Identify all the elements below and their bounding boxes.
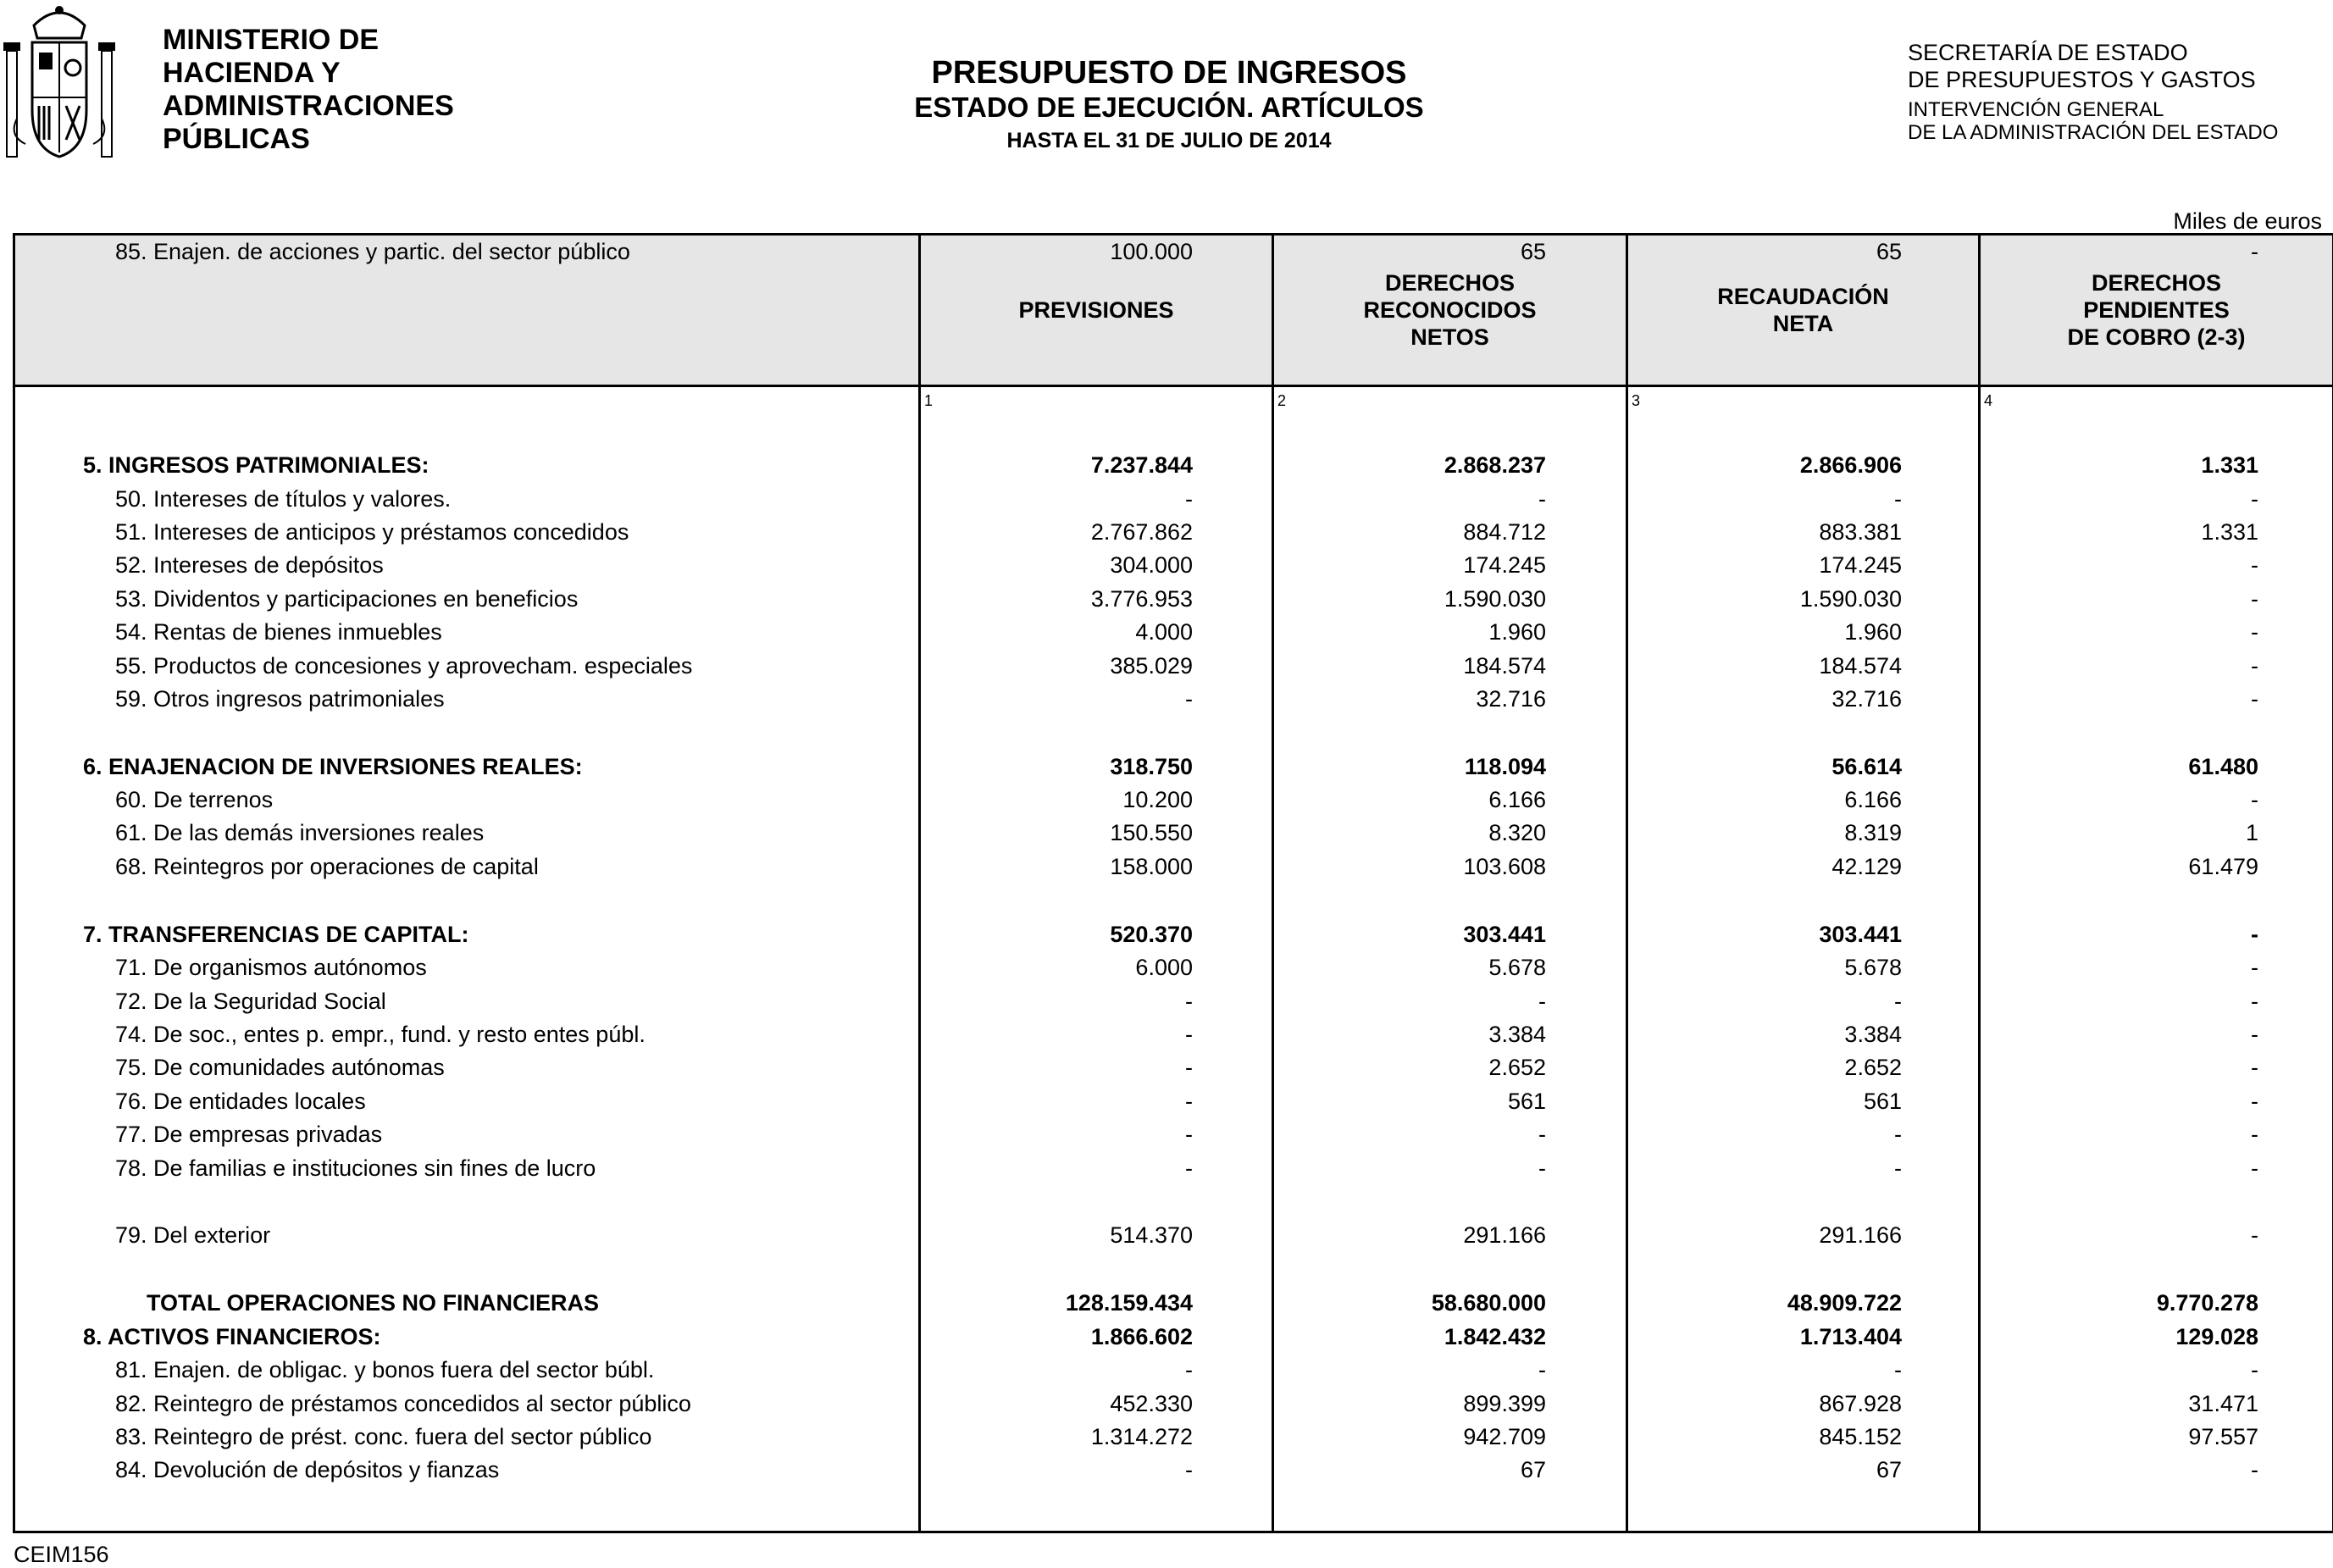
report-date: HASTA EL 31 DE JULIO DE 2014 bbox=[1006, 129, 1332, 152]
column-header-recaudacion: RECAUDACIÓN NETA bbox=[1717, 284, 1889, 336]
row-label: 83. Reintegro de prést. conc. fuera del sector público bbox=[115, 1424, 652, 1449]
row-label: 59. Otros ingresos patrimoniales bbox=[115, 686, 445, 712]
row-label: 60. De terrenos bbox=[115, 787, 274, 812]
cell-value: 174.245 bbox=[1819, 552, 1902, 578]
cell-value: - bbox=[2251, 1089, 2258, 1114]
table-row bbox=[15, 1287, 2332, 1319]
cell-value: 2.866.906 bbox=[1799, 452, 1902, 478]
cell-value: 514.370 bbox=[1110, 1222, 1193, 1248]
cell-value: - bbox=[1185, 1089, 1193, 1114]
cell-value: - bbox=[1185, 1457, 1193, 1482]
report-title: PRESUPUESTO DE INGRESOS bbox=[931, 55, 1407, 91]
cell-value: - bbox=[1538, 1357, 1546, 1382]
row-label: 6. ENAJENACION DE INVERSIONES REALES: bbox=[83, 754, 583, 779]
table-row bbox=[15, 951, 2332, 983]
cell-value: 303.441 bbox=[1819, 922, 1902, 947]
cell-value: 1.590.030 bbox=[1444, 586, 1546, 612]
cell-value: - bbox=[1894, 989, 1902, 1014]
cell-value: 520.370 bbox=[1110, 922, 1193, 947]
cell-value: 1.331 bbox=[2201, 519, 2258, 545]
cell-value: - bbox=[1538, 989, 1546, 1014]
cell-value: 867.928 bbox=[1819, 1391, 1902, 1416]
secretaria-line-1: SECRETARÍA DE ESTADO bbox=[1908, 40, 2188, 65]
cell-value: 1.331 bbox=[2201, 452, 2258, 478]
cell-value: - bbox=[2251, 1022, 2258, 1047]
row-label: 8. ACTIVOS FINANCIEROS: bbox=[83, 1324, 381, 1349]
cell-value: - bbox=[2251, 619, 2258, 645]
cell-value: - bbox=[1185, 989, 1193, 1014]
table-row bbox=[15, 583, 2332, 615]
cell-value: 32.716 bbox=[1476, 686, 1546, 712]
report-title-block bbox=[737, 54, 1601, 154]
table-row bbox=[15, 616, 2332, 648]
cell-value: 304.000 bbox=[1110, 552, 1193, 578]
cell-value: - bbox=[1185, 1357, 1193, 1382]
table-row bbox=[15, 1051, 2332, 1083]
cell-value: 48.909.722 bbox=[1787, 1290, 1902, 1316]
document-code: CEIM156 bbox=[14, 1542, 109, 1567]
table-row bbox=[15, 784, 2332, 816]
cell-value: - bbox=[2251, 486, 2258, 512]
cell-value: 9.770.278 bbox=[2156, 1290, 2258, 1316]
cell-value: 67 bbox=[1520, 1457, 1546, 1482]
row-label: 54. Rentas de bienes inmuebles bbox=[115, 619, 442, 645]
cell-value: 8.320 bbox=[1488, 820, 1546, 845]
cell-value: 61.479 bbox=[2188, 854, 2258, 879]
row-label: 7. TRANSFERENCIAS DE CAPITAL: bbox=[83, 922, 469, 947]
cell-value: 65 bbox=[1876, 239, 1902, 264]
cell-value: 58.680.000 bbox=[1431, 1290, 1546, 1316]
row-label: 72. De la Seguridad Social bbox=[115, 989, 386, 1014]
cell-value: 303.441 bbox=[1463, 922, 1546, 947]
cell-value: - bbox=[1185, 1022, 1193, 1047]
cell-value: 32.716 bbox=[1831, 686, 1902, 712]
cell-value: - bbox=[2251, 1155, 2258, 1181]
column-header-derechos-reconocidos: DERECHOS RECONOCIDOS NETOS bbox=[1363, 270, 1537, 350]
cell-value: - bbox=[1538, 1122, 1546, 1147]
cell-value: 42.129 bbox=[1831, 854, 1902, 879]
cell-value: 1 bbox=[2245, 820, 2258, 845]
cell-value: - bbox=[1894, 1357, 1902, 1382]
cell-value: 184.574 bbox=[1819, 653, 1902, 679]
table-row bbox=[15, 650, 2332, 682]
row-label: 55. Productos de concesiones y aprovecham. especiales bbox=[115, 653, 693, 679]
table-row bbox=[15, 817, 2332, 849]
row-label: 68. Reintegros por operaciones de capital bbox=[115, 854, 539, 879]
cell-value: 97.557 bbox=[2188, 1424, 2258, 1449]
cell-value: 3.776.953 bbox=[1090, 586, 1193, 612]
row-label: 76. De entidades locales bbox=[115, 1089, 366, 1114]
cell-value: 1.960 bbox=[1488, 619, 1546, 645]
cell-value: 1.713.404 bbox=[1799, 1324, 1902, 1349]
cell-value: 2.652 bbox=[1488, 1055, 1546, 1080]
column-header-previsiones: PREVISIONES bbox=[1018, 297, 1174, 323]
cell-value: 1.590.030 bbox=[1799, 586, 1902, 612]
cell-value: 100.000 bbox=[1110, 239, 1193, 264]
cell-value: 158.000 bbox=[1110, 854, 1193, 879]
cell-value: - bbox=[1894, 1155, 1902, 1181]
table-row bbox=[15, 1421, 2332, 1453]
report-subtitle: ESTADO DE EJECUCIÓN. ARTÍCULOS bbox=[914, 91, 1424, 123]
cell-value: 2.652 bbox=[1844, 1055, 1902, 1080]
cell-value: 883.381 bbox=[1819, 519, 1902, 545]
table-row bbox=[15, 985, 2332, 1017]
column-number: 3 bbox=[1632, 392, 1641, 409]
table-row bbox=[15, 1454, 2332, 1486]
cell-value: - bbox=[2251, 552, 2258, 578]
table-row bbox=[15, 1018, 2332, 1050]
cell-value: - bbox=[2251, 1222, 2258, 1248]
cell-value: - bbox=[2251, 787, 2258, 812]
cell-value: - bbox=[2251, 922, 2258, 947]
intervencion-line-1: INTERVENCIÓN GENERAL bbox=[1908, 98, 2164, 121]
row-label: 53. Dividentos y participaciones en beneficios bbox=[115, 586, 579, 612]
cell-value: 31.471 bbox=[2188, 1391, 2258, 1416]
cell-value: 3.384 bbox=[1488, 1022, 1546, 1047]
row-label: 75. De comunidades autónomas bbox=[115, 1055, 445, 1080]
cell-value: - bbox=[1538, 486, 1546, 512]
row-label: 74. De soc., entes p. empr., fund. y resto entes públ. bbox=[115, 1022, 646, 1047]
row-label: 81. Enajen. de obligac. y bonos fuera del sector búbl. bbox=[115, 1357, 655, 1382]
cell-value: 118.094 bbox=[1464, 754, 1546, 779]
cell-value: 561 bbox=[1507, 1089, 1546, 1114]
cell-value: 884.712 bbox=[1463, 519, 1546, 545]
cell-value: 67 bbox=[1876, 1457, 1902, 1482]
cell-value: 5.678 bbox=[1844, 955, 1902, 980]
cell-value: 385.029 bbox=[1110, 653, 1193, 679]
intervencion-line-2: DE LA ADMINISTRACIÓN DEL ESTADO bbox=[1908, 121, 2279, 144]
units-label: Miles de euros bbox=[2173, 208, 2322, 234]
cell-value: 6.000 bbox=[1135, 955, 1193, 980]
row-label: 61. De las demás inversiones reales bbox=[115, 820, 485, 845]
table-row bbox=[15, 683, 2332, 715]
table-row bbox=[15, 1085, 2332, 1117]
cell-value: - bbox=[1894, 486, 1902, 512]
cell-value: - bbox=[2251, 1357, 2258, 1382]
cell-value: 6.166 bbox=[1844, 787, 1902, 812]
table-row bbox=[15, 1388, 2332, 1420]
issuing-bodies bbox=[1908, 39, 2278, 144]
table-row bbox=[15, 483, 2332, 515]
cell-value: 318.750 bbox=[1110, 754, 1193, 779]
row-label: 51. Intereses de anticipos y préstamos concedidos bbox=[115, 519, 629, 545]
ministry-name: MINISTERIO DE HACIENDA Y ADMINISTRACIONES PÚBLICAS bbox=[163, 24, 454, 155]
table-row bbox=[15, 516, 2332, 548]
cell-value: 291.166 bbox=[1463, 1222, 1546, 1248]
cell-value: - bbox=[1538, 1155, 1546, 1181]
table-row bbox=[15, 449, 2332, 481]
cell-value: - bbox=[2251, 1122, 2258, 1147]
table-row bbox=[15, 1321, 2332, 1353]
budget-table bbox=[13, 233, 2333, 1533]
row-label: 84. Devolución de depósitos y fianzas bbox=[115, 1457, 500, 1482]
secretaria-line-2: DE PRESUPUESTOS Y GASTOS bbox=[1908, 67, 2256, 92]
row-label: TOTAL OPERACIONES NO FINANCIERAS bbox=[147, 1290, 600, 1316]
cell-value: 1.866.602 bbox=[1090, 1324, 1193, 1349]
cell-value: 8.319 bbox=[1844, 820, 1902, 845]
cell-value: - bbox=[1185, 686, 1193, 712]
cell-value: 129.028 bbox=[2175, 1324, 2258, 1349]
cell-value: 1.314.272 bbox=[1090, 1424, 1193, 1449]
cell-value: 942.709 bbox=[1463, 1424, 1546, 1449]
cell-value: 10.200 bbox=[1122, 787, 1193, 812]
cell-value: 150.550 bbox=[1110, 820, 1193, 845]
column-number: 2 bbox=[1277, 392, 1287, 409]
cell-value: - bbox=[1894, 1122, 1902, 1147]
table-row bbox=[15, 549, 2332, 581]
cell-value: - bbox=[2251, 989, 2258, 1014]
table-row bbox=[15, 1354, 2332, 1386]
cell-value: 3.384 bbox=[1844, 1022, 1902, 1047]
cell-value: - bbox=[2251, 653, 2258, 679]
row-label: 78. De familias e instituciones sin fines de lucro bbox=[115, 1155, 596, 1181]
cell-value: 2.868.237 bbox=[1444, 452, 1546, 478]
row-label: 79. Del exterior bbox=[115, 1222, 271, 1248]
cell-value: 103.608 bbox=[1463, 854, 1546, 879]
cell-value: 452.330 bbox=[1110, 1391, 1193, 1416]
table-row bbox=[15, 235, 2332, 268]
row-label: 85. Enajen. de acciones y partic. del sector público bbox=[115, 239, 630, 264]
cell-value: - bbox=[1185, 1155, 1193, 1181]
cell-value: 61.480 bbox=[2188, 754, 2258, 779]
cell-value: - bbox=[2251, 239, 2258, 264]
row-label: 71. De organismos autónomos bbox=[115, 955, 427, 980]
cell-value: - bbox=[2251, 1055, 2258, 1080]
table-row bbox=[15, 1219, 2332, 1251]
row-label: 50. Intereses de títulos y valores. bbox=[115, 486, 452, 512]
cell-value: - bbox=[2251, 955, 2258, 980]
cell-value: 5.678 bbox=[1488, 955, 1546, 980]
cell-value: - bbox=[1185, 1055, 1193, 1080]
cell-value: - bbox=[1185, 486, 1193, 512]
cell-value: 6.166 bbox=[1488, 787, 1546, 812]
cell-value: 561 bbox=[1863, 1089, 1902, 1114]
cell-value: 174.245 bbox=[1463, 552, 1546, 578]
cell-value: - bbox=[2251, 686, 2258, 712]
cell-value: 1.842.432 bbox=[1444, 1324, 1546, 1349]
cell-value: 899.399 bbox=[1463, 1391, 1546, 1416]
row-label: 77. De empresas privadas bbox=[115, 1122, 383, 1147]
cell-value: 845.152 bbox=[1819, 1424, 1902, 1449]
row-label: 5. INGRESOS PATRIMONIALES: bbox=[83, 452, 429, 478]
column-header-pendientes: DERECHOS PENDIENTES DE COBRO (2-3) bbox=[2067, 270, 2246, 350]
cell-value: 56.614 bbox=[1831, 754, 1902, 779]
cell-value: 1.960 bbox=[1844, 619, 1902, 645]
table-row bbox=[15, 1118, 2332, 1150]
column-number: 4 bbox=[1984, 392, 1993, 409]
table-row bbox=[15, 751, 2332, 783]
cell-value: 128.159.434 bbox=[1065, 1290, 1193, 1316]
table-row bbox=[15, 1152, 2332, 1184]
cell-value: 7.237.844 bbox=[1090, 452, 1193, 478]
cell-value: 2.767.862 bbox=[1090, 519, 1193, 545]
cell-value: 184.574 bbox=[1463, 653, 1546, 679]
column-number: 1 bbox=[924, 392, 934, 409]
cell-value: - bbox=[2251, 586, 2258, 612]
cell-value: 65 bbox=[1520, 239, 1546, 264]
cell-value: - bbox=[1185, 1122, 1193, 1147]
row-label: 52. Intereses de depósitos bbox=[115, 552, 384, 578]
coat-of-arms-icon bbox=[0, 0, 119, 169]
cell-value: 4.000 bbox=[1135, 619, 1193, 645]
cell-value: - bbox=[2251, 1457, 2258, 1482]
cell-value: 291.166 bbox=[1819, 1222, 1902, 1248]
table-row bbox=[15, 850, 2332, 883]
table-row bbox=[15, 918, 2332, 950]
row-label: 82. Reintegro de préstamos concedidos al sector público bbox=[115, 1391, 691, 1416]
